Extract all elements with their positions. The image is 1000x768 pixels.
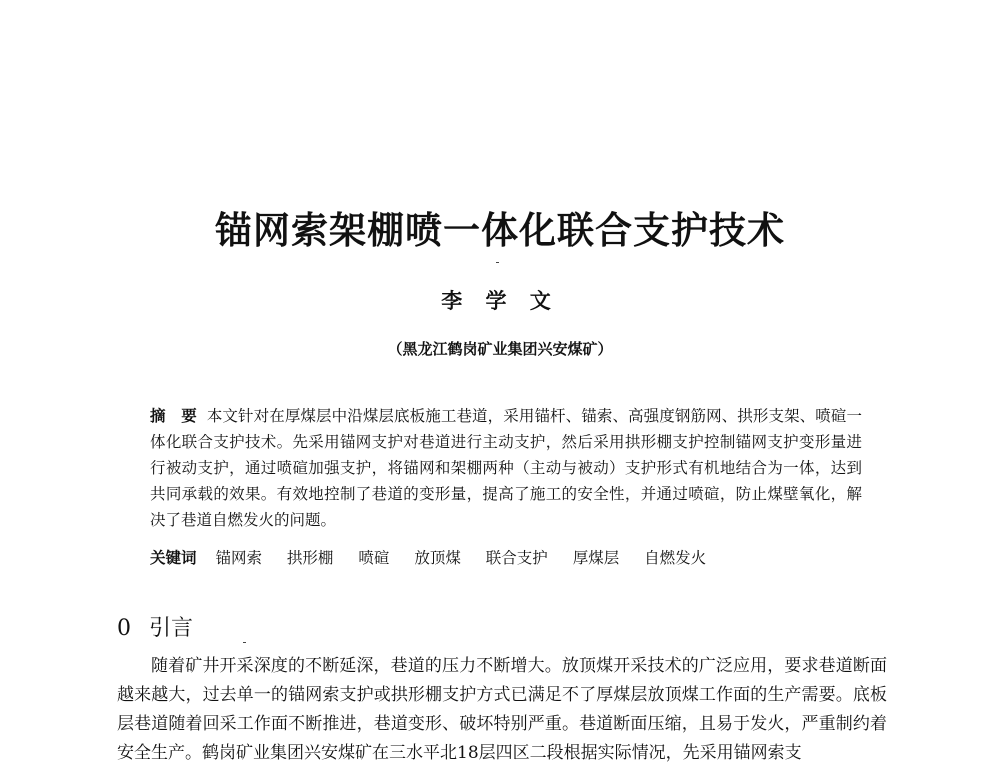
- section-number: 0: [117, 616, 131, 641]
- body-paragraph: 随着矿井开采深度的不断延深，巷道的压力不断增大。放顶煤开采技术的广泛应用，要求巷道断面越来越大，过去单一的锚网索支护或拱形棚支护方式已满足不了厚煤层放顶煤工作面的生产需要。底板层巷道随着回采工作面不断推进，巷道变形、破坏特别严重。巷道断面压缩，且易于发火，严重制约着安全生产。鹤岗矿业集团兴安煤矿在三水平北18层四区二段根据实际情况，先采用锚网索支: [117, 656, 887, 763]
- scan-speck: [496, 262, 499, 263]
- keyword: 喷碹: [358, 549, 390, 567]
- body-text: [117, 652, 887, 768]
- abstract-text: 本文针对在厚煤层中沿煤层底板施工巷道，采用锚杆、锚索、高强度钢筋网、拱形支架、喷碹一体化联合支护技术。先采用锚网支护对巷道进行主动支护，然后采用拱形棚支护控制锚网支护变形量进行被动支护，通过喷碹加强支护，将锚网和架棚两种（主动与被动）支护形式有机地结合为一体，达到共同承载的效果。有效地控制了巷道的变形量，提高了施工的安全性，并通过喷碹，防止煤壁氧化，解决了巷道自燃发火的问题。: [150, 407, 862, 529]
- keywords: [150, 545, 862, 571]
- keywords-label: 关键词: [150, 548, 197, 567]
- abstract: [150, 403, 862, 533]
- author-affiliation: （黑龙江鹤岗矿业集团兴安煤矿）: [387, 340, 613, 358]
- keyword: 锚网索: [215, 549, 262, 567]
- section-heading: [117, 611, 193, 642]
- section-title: 引言: [149, 616, 194, 641]
- keyword: 放顶煤: [414, 549, 461, 567]
- scan-speck: [243, 642, 246, 643]
- abstract-label: 摘 要: [150, 406, 197, 425]
- paper-title: 锚网索架棚喷一体化联合支护技术: [215, 208, 785, 252]
- keyword: 联合支护: [485, 549, 548, 567]
- keyword: 厚煤层: [572, 549, 620, 567]
- keyword: 自燃发火: [644, 549, 707, 567]
- author-name: 李 学 文: [441, 288, 559, 313]
- keyword: 拱形棚: [286, 549, 334, 567]
